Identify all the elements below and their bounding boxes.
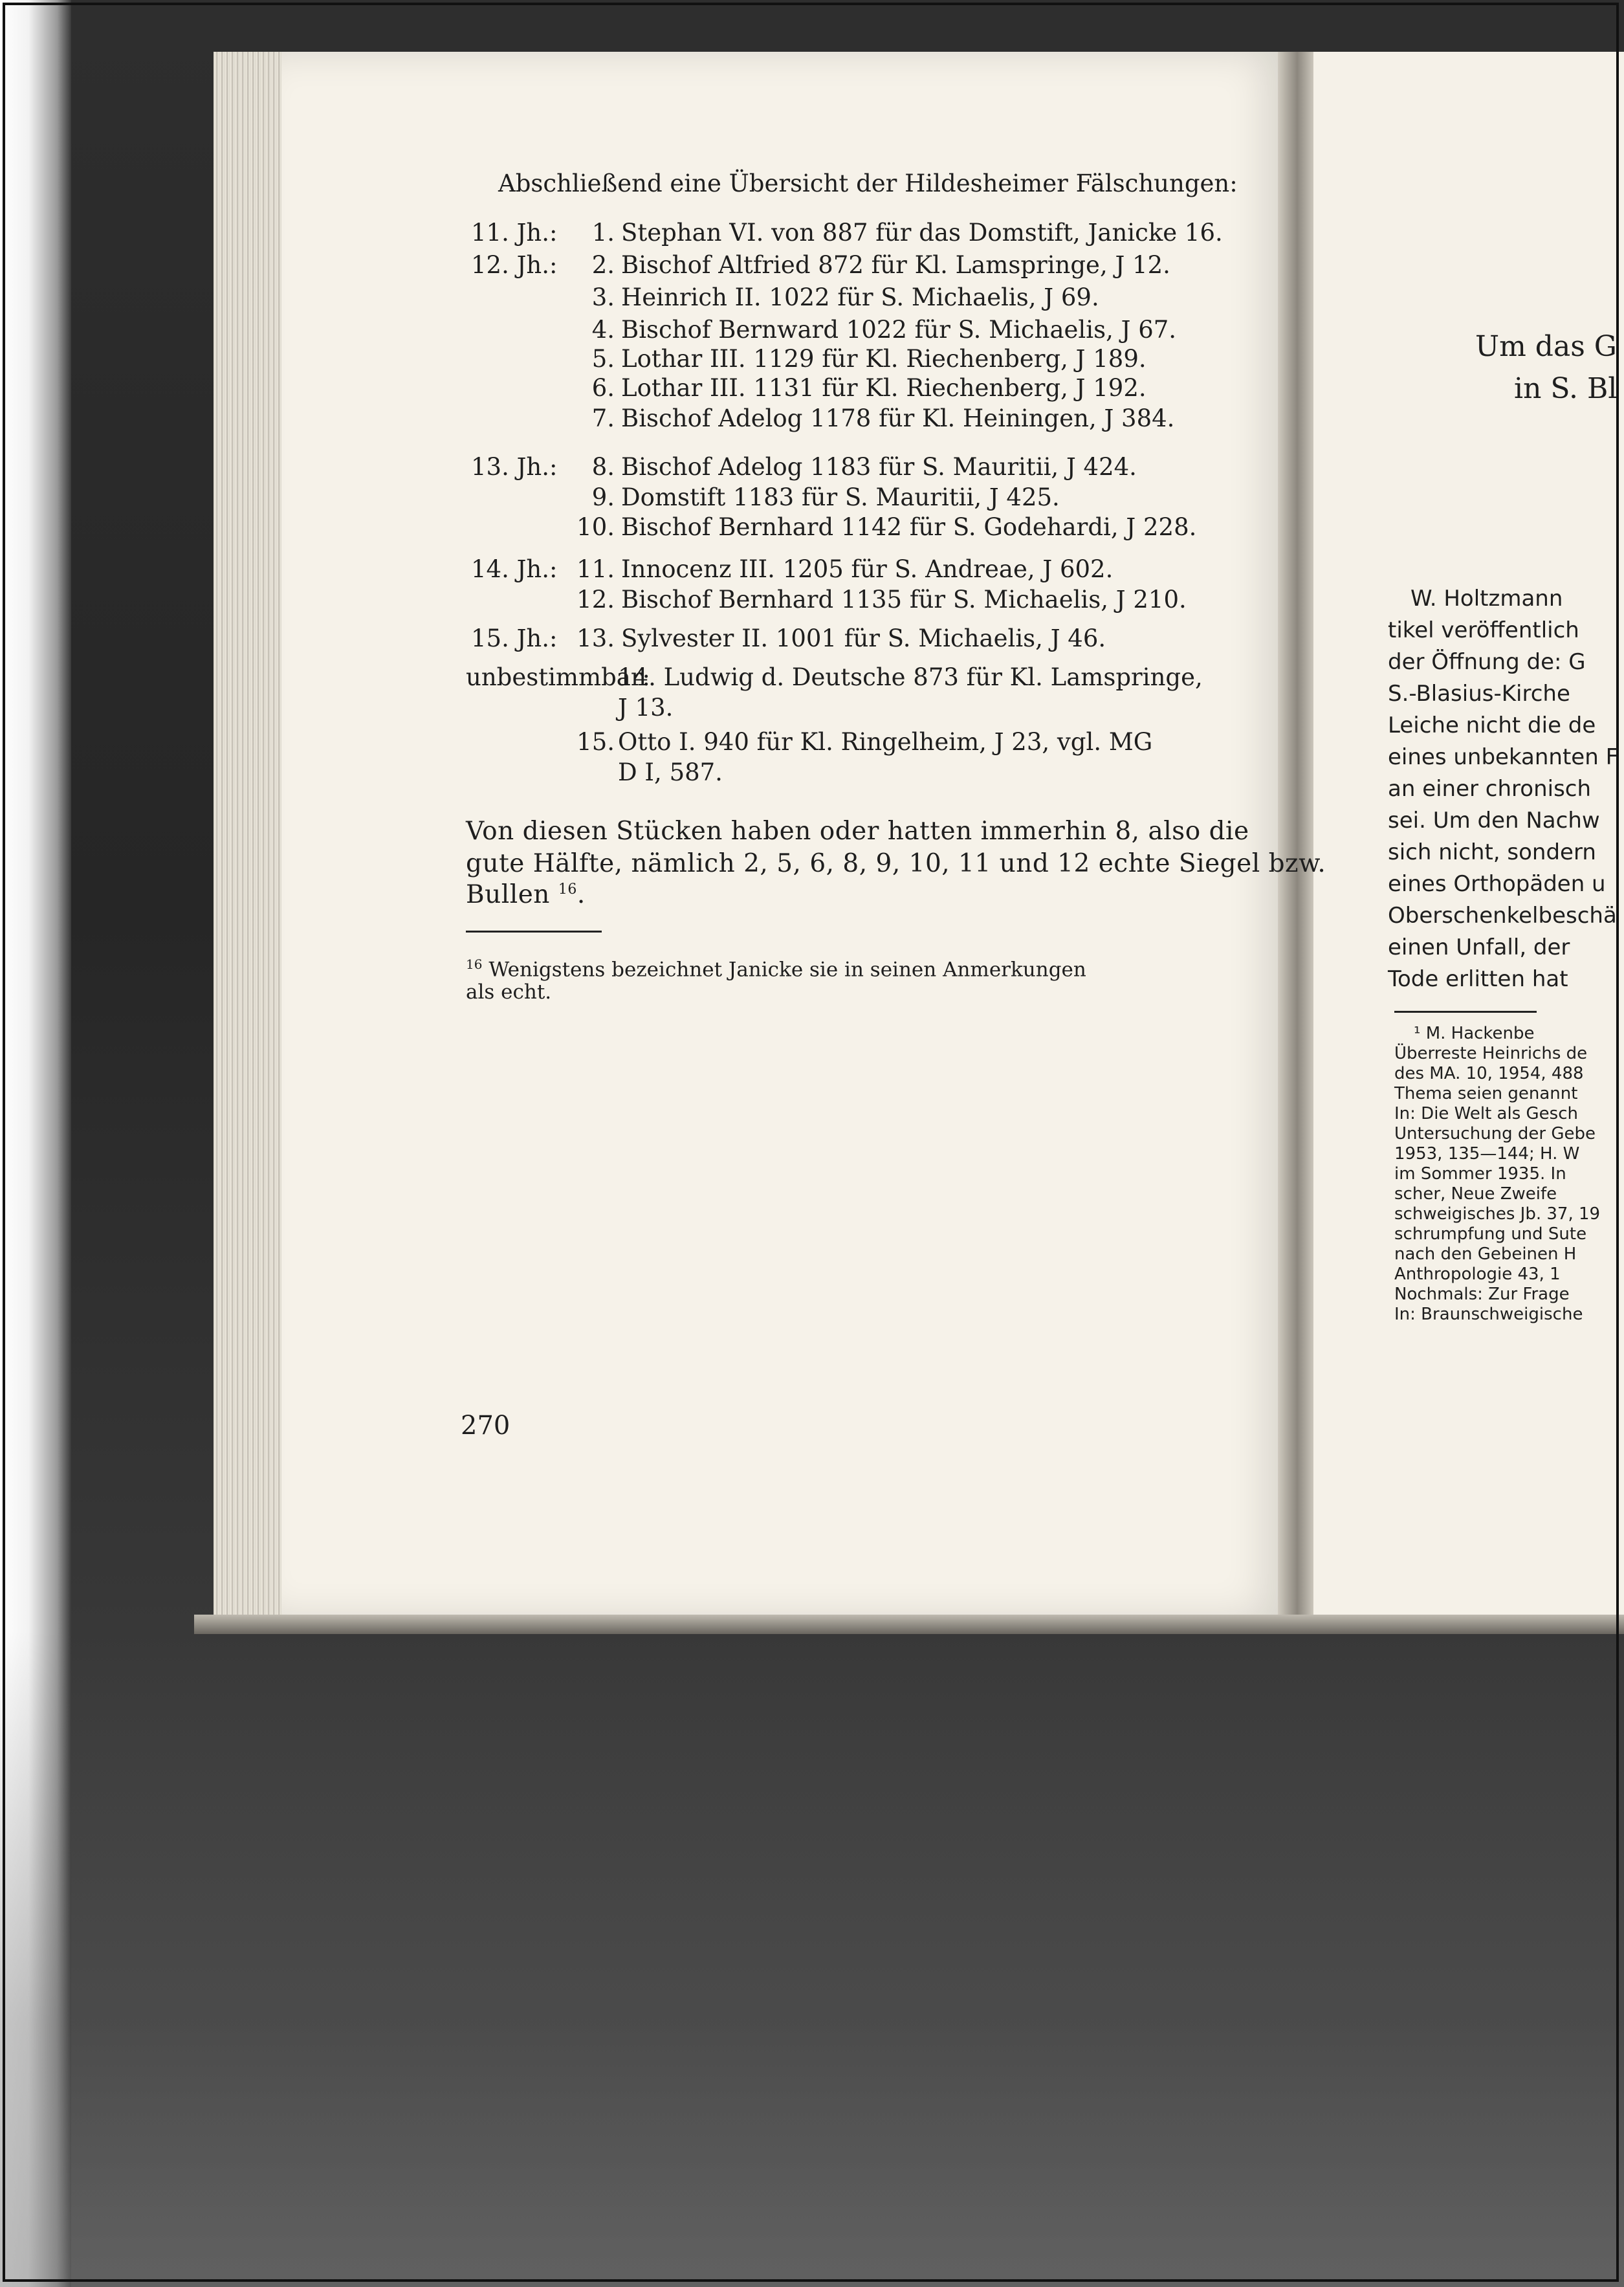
right-footnote-line: 1953, 135—144; H. W	[1394, 1144, 1580, 1164]
entry-text: Bischof Bernhard 1135 für S. Michaelis, J 210.	[621, 586, 1187, 613]
right-body-line: Tode erlitten hat	[1388, 966, 1568, 992]
entry-text: Bischof Bernhard 1142 für S. Godehardi, J 228.	[621, 513, 1197, 541]
entry-number: 1.	[591, 219, 615, 247]
paragraph-line-1: Von diesen Stücken haben oder hatten immerhin 8, also die	[466, 817, 1249, 846]
paragraph-end: .	[576, 880, 586, 909]
entry-century: 11. Jh.:	[471, 219, 558, 247]
entry-text: Lothar III. 1131 für Kl. Riechenberg, J 192.	[621, 374, 1147, 402]
right-footnote-line: Überreste Heinrichs de	[1394, 1044, 1588, 1063]
entry-number: 6.	[591, 374, 615, 402]
footnote-line-2: als echt.	[466, 980, 552, 1004]
entry-text: Bischof Bernward 1022 für S. Michaelis, J 67.	[621, 316, 1177, 344]
right-footnote-line: nach den Gebeinen H	[1394, 1244, 1577, 1264]
entry-number: 9.	[591, 483, 615, 511]
entry-number: 12.	[576, 586, 615, 613]
footnote-line-1	[466, 956, 1086, 981]
entry-14-line2: J 13.	[618, 694, 674, 722]
entry-14-line1: 14. Ludwig d. Deutsche 873 für Kl. Lamspringe,	[618, 663, 1203, 691]
entry-century: 13. Jh.:	[471, 453, 558, 481]
right-footnote-line: In: Braunschweigische	[1394, 1305, 1583, 1324]
entry-number: 13.	[576, 624, 615, 652]
entry-text: Stephan VI. von 887 für das Domstift, Janicke 16.	[621, 219, 1223, 247]
entry-number: 7.	[591, 404, 615, 432]
right-footnote-line: scher, Neue Zweife	[1394, 1184, 1557, 1204]
right-body-line: W. Holtzmann	[1410, 586, 1563, 612]
paragraph-line-2: gute Hälfte, nämlich 2, 5, 6, 8, 9, 10, 11 und 12 echte Siegel bzw.	[466, 849, 1326, 878]
right-footnote-line: In: Die Welt als Gesch	[1394, 1104, 1578, 1123]
right-body-line: sei. Um den Nachw	[1388, 808, 1600, 834]
entry-number: 3.	[591, 283, 615, 311]
entry-text: Innocenz III. 1205 für S. Andreae, J 602.	[621, 555, 1114, 583]
entry-number: 5.	[591, 345, 615, 373]
right-body-line: eines Orthopäden u	[1388, 871, 1606, 897]
entry-15-line2: D I, 587.	[618, 758, 723, 786]
footnote-number: 16	[466, 956, 483, 972]
right-body-line: einen Unfall, der	[1388, 934, 1570, 960]
right-footnote-line: schweigisches Jb. 37, 19	[1394, 1204, 1601, 1224]
entry-text: Bischof Adelog 1178 für Kl. Heiningen, J 384.	[621, 404, 1175, 432]
right-title-line-2: in S. Bl	[1514, 372, 1618, 405]
right-footnote-rule	[1394, 1011, 1537, 1013]
footnote-rule	[466, 931, 602, 933]
entry-text: Bischof Altfried 872 für Kl. Lamspringe, J 12.	[621, 251, 1170, 279]
right-body-line: eines unbekannten F	[1388, 744, 1619, 770]
right-footnote-line: Nochmals: Zur Frage	[1394, 1285, 1570, 1304]
entry-number: 4.	[591, 316, 615, 344]
entry-number: 10.	[576, 513, 615, 541]
right-body-line: Oberschenkelbeschä	[1388, 903, 1617, 929]
entry-text: Lothar III. 1129 für Kl. Riechenberg, J 189.	[621, 345, 1147, 373]
right-footnote-line: Untersuchung der Gebe	[1394, 1124, 1596, 1144]
right-body-line: der Öffnung de: G	[1388, 649, 1586, 675]
right-footnote-line: im Sommer 1935. In	[1394, 1164, 1566, 1184]
right-body-line: Leiche nicht die de	[1388, 713, 1596, 738]
entry-century: 12. Jh.:	[471, 251, 558, 279]
paragraph-line-3	[466, 880, 586, 909]
right-footnote-line: Thema seien genannt	[1394, 1084, 1578, 1103]
entry-number: 11.	[576, 555, 615, 583]
right-footnote-line: Anthropologie 43, 1	[1394, 1265, 1561, 1284]
entry-century: 15. Jh.:	[471, 624, 558, 652]
page-number: 270	[461, 1411, 510, 1441]
entry-15-number: 15.	[576, 728, 615, 756]
footnote-text: Wenigstens bezeichnet Janicke sie in seinen Anmerkungen	[488, 958, 1086, 982]
right-body-line: sich nicht, sondern	[1388, 839, 1596, 865]
right-footnote-line: des MA. 10, 1954, 488	[1394, 1064, 1584, 1083]
entry-number: 2.	[591, 251, 615, 279]
list-intro: Abschließend eine Übersicht der Hildesheimer Fälschungen:	[498, 170, 1238, 197]
right-body-line: tikel veröffentlich	[1388, 617, 1579, 643]
right-title-line-1: Um das G	[1475, 330, 1617, 363]
entry-text: Bischof Adelog 1183 für S. Mauritii, J 424.	[621, 453, 1137, 481]
entry-text: Heinrich II. 1022 für S. Michaelis, J 69.	[621, 283, 1099, 311]
right-footnote-line: schrumpfung und Sute	[1394, 1224, 1587, 1244]
right-footnote-line: ¹ M. Hackenbe	[1414, 1024, 1535, 1043]
entry-text: Sylvester II. 1001 für S. Michaelis, J 46.	[621, 624, 1106, 652]
right-body-line: S.-Blasius-Kirche	[1388, 681, 1570, 707]
right-body-line: an einer chronisch	[1388, 776, 1592, 802]
entry-text: Domstift 1183 für S. Mauritii, J 425.	[621, 483, 1060, 511]
unbestimmbar-label: unbestimmbar:	[466, 663, 650, 691]
entry-15-line1: Otto I. 940 für Kl. Ringelheim, J 23, vgl. MG	[618, 728, 1153, 756]
paragraph-line-3-text: Bullen	[466, 880, 550, 909]
entry-number: 8.	[591, 453, 615, 481]
entry-century: 14. Jh.:	[471, 555, 558, 583]
footnote-reference: 16	[558, 881, 577, 898]
